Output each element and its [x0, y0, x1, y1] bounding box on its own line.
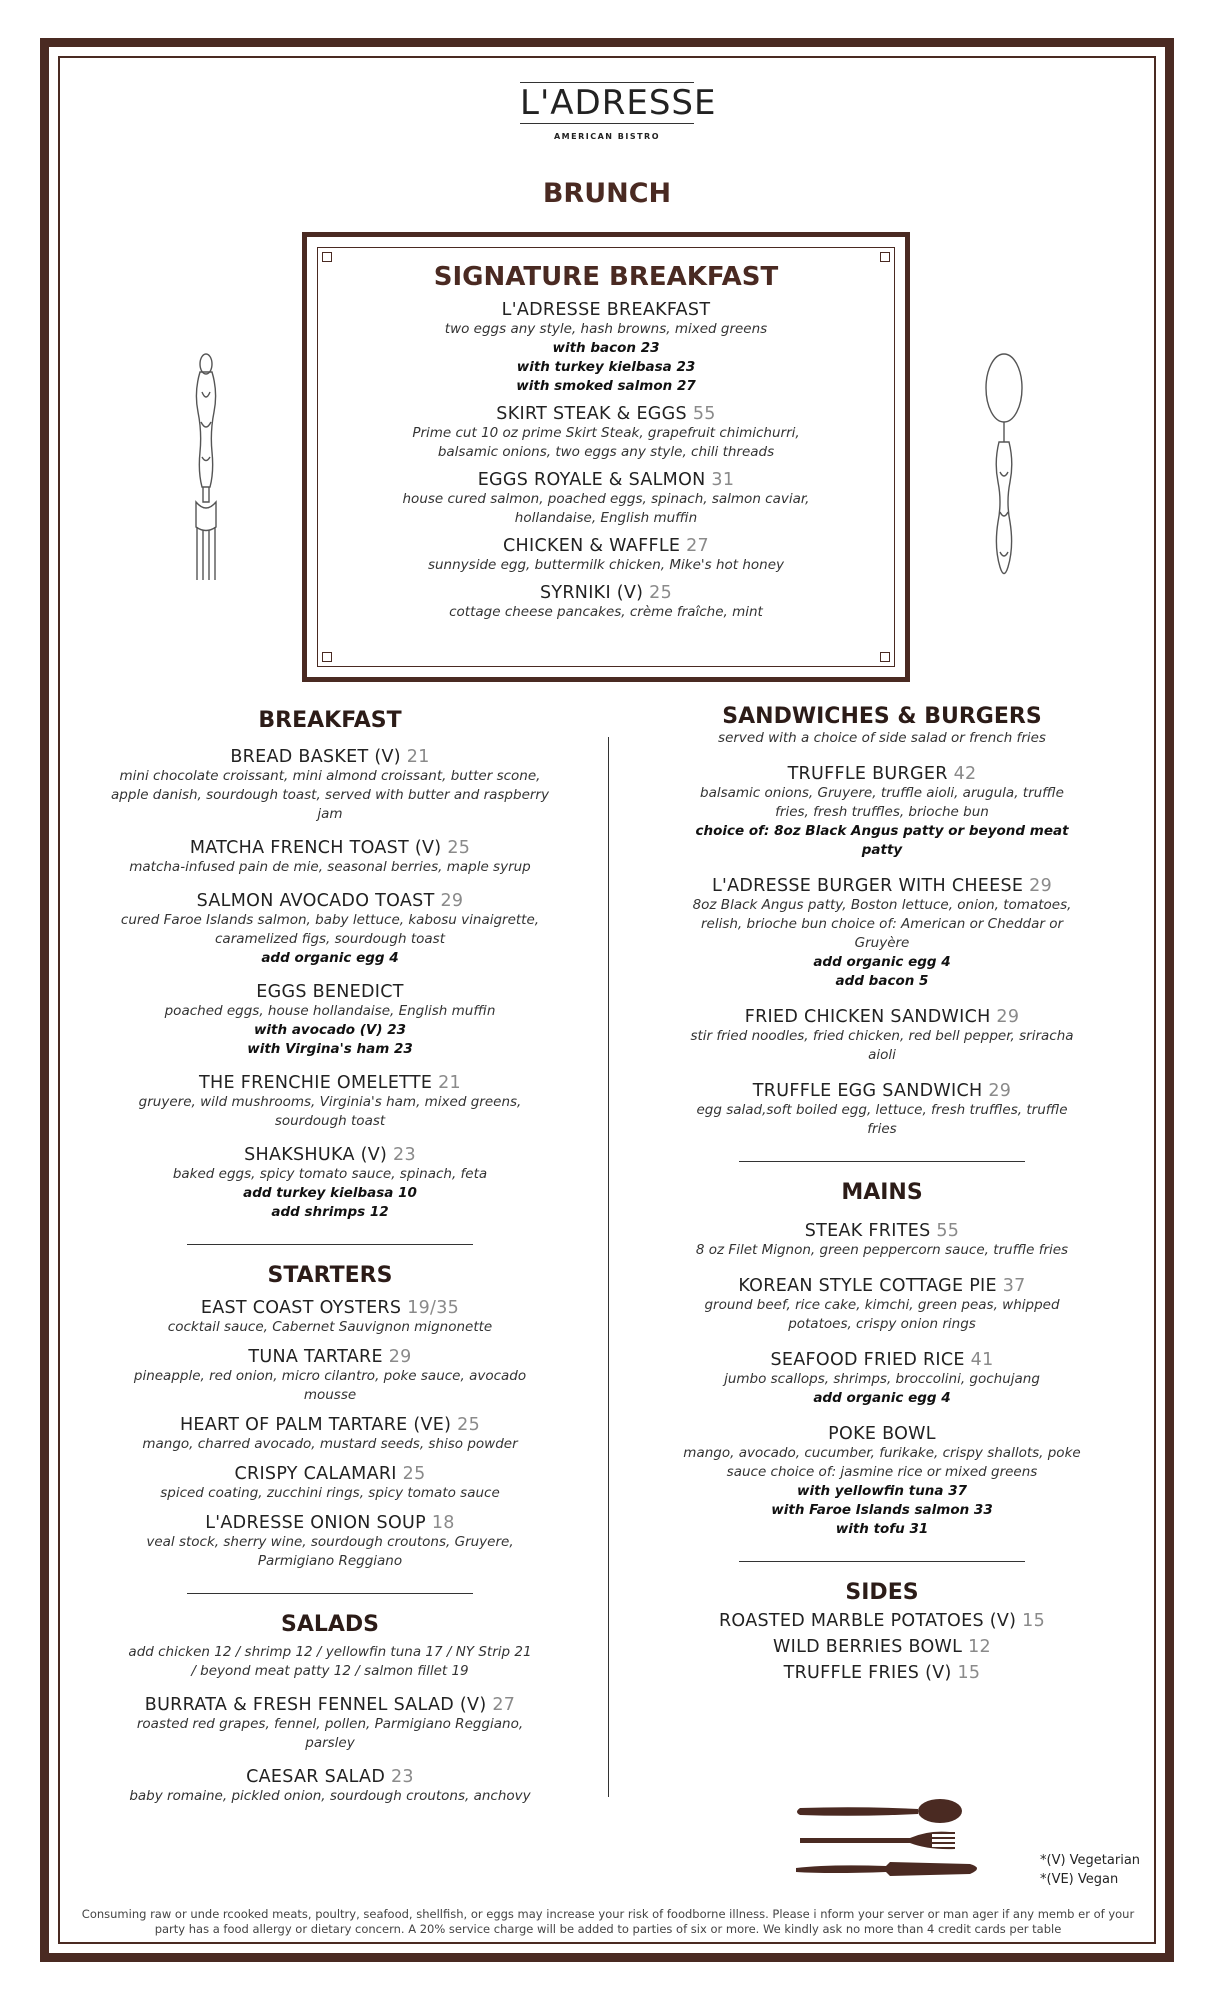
item-description: 8 oz Filet Mignon, green peppercorn sauce, truffle fries — [695, 1242, 1069, 1258]
item-name — [682, 1350, 1082, 1370]
menu-item — [396, 470, 816, 528]
item-name — [682, 1081, 1082, 1101]
item-name — [110, 891, 550, 911]
menu-item — [396, 300, 816, 396]
corner-ornament — [880, 252, 890, 262]
item-price: 29 — [988, 1081, 1012, 1101]
item-addon: with smoked salmon 27 — [516, 378, 696, 394]
item-description: pineapple, red onion, micro cilantro, poke sauce, avocado mousse — [133, 1368, 527, 1403]
item-description: matcha-infused pain de mie, seasonal berries, maple syrup — [129, 859, 531, 875]
item-description: 8oz Black Angus patty, Boston lettuce, onion, tomatoes, relish, brioche bun choice of: American or Cheddar or Gruyère — [692, 897, 1072, 951]
item-description: sunnyside egg, buttermilk chicken, Mike's hot honey — [427, 557, 785, 573]
item-addon: add bacon 5 — [835, 973, 929, 989]
item-price: 23 — [390, 1767, 414, 1787]
item-price: 19/35 — [407, 1298, 460, 1318]
item-title: BURRATA & FRESH FENNEL SALAD (V) — [144, 1695, 487, 1715]
item-title: CAESAR SALAD — [246, 1767, 386, 1787]
mains-items — [662, 1221, 1102, 1539]
menu-item — [396, 536, 816, 575]
item-price: 15 — [957, 1663, 981, 1683]
item-title: STEAK FRITES — [804, 1221, 931, 1241]
item-title: HEART OF PALM TARTARE (VE) — [179, 1415, 452, 1435]
item-price: 27 — [686, 536, 709, 556]
item-price: 21 — [406, 747, 430, 767]
item-price: 31 — [711, 470, 735, 490]
item-addon: with bacon 23 — [552, 340, 660, 356]
item-price: 15 — [1022, 1611, 1046, 1631]
item-price: 29 — [996, 1007, 1020, 1027]
starters-items — [110, 1298, 550, 1571]
item-name — [110, 1347, 550, 1367]
item-price: 27 — [492, 1695, 516, 1715]
menu-item — [110, 838, 550, 877]
item-description: jumbo scallops, shrimps, broccolini, gochujang — [724, 1371, 1040, 1387]
item-name — [110, 1513, 550, 1533]
item-price: 21 — [438, 1073, 461, 1093]
item-addon: choice of: 8oz Black Angus patty or beyond meat patty — [695, 823, 1069, 858]
item-description: veal stock, sherry wine, sourdough croutons, Gruyere, Parmigiano Reggiano — [146, 1534, 514, 1569]
item-price: 25 — [649, 583, 673, 603]
item-description: two eggs any style, hash browns, mixed greens — [444, 321, 768, 337]
legend-vegetarian: *(V) Vegetarian — [1040, 1853, 1141, 1868]
brand-tagline: AMERICAN BISTRO — [553, 132, 661, 141]
corner-ornament — [880, 652, 890, 662]
fork-icon — [186, 352, 226, 584]
column-divider — [608, 737, 609, 1797]
item-title: TRUFFLE FRIES (V) — [783, 1663, 952, 1683]
item-name — [110, 1767, 550, 1787]
item-description: ground beef, rice cake, kimchi, green peas, whipped potatoes, crispy onion rings — [704, 1297, 1060, 1332]
item-title: ROASTED MARBLE POTATOES (V) — [718, 1611, 1017, 1631]
menu-item — [682, 1424, 1082, 1539]
section-divider — [187, 1593, 473, 1594]
menu-item — [110, 1298, 550, 1337]
item-price: 41 — [970, 1350, 994, 1370]
item-description: mango, avocado, cucumber, furikake, crispy shallots, poke sauce choice of: jasmine rice or mixed greens — [683, 1445, 1081, 1480]
menu-item — [110, 1695, 550, 1753]
page-title: BRUNCH — [542, 178, 672, 209]
item-title: POKE BOWL — [828, 1424, 936, 1444]
item-title: CHICKEN & WAFFLE — [503, 536, 681, 556]
section-title-signature: SIGNATURE BREAKFAST — [433, 262, 779, 292]
item-price: 37 — [1002, 1276, 1026, 1296]
item-description: Prime cut 10 oz prime Skirt Steak, grapefruit chimichurri, balsamic onions, two eggs any style, chili threads — [412, 425, 800, 460]
item-description: mini chocolate croissant, mini almond croissant, butter scone, apple danish, sourdough toast, served with butter and raspberry jam — [111, 768, 549, 822]
signature-items — [302, 300, 910, 622]
menu-item — [110, 1415, 550, 1454]
item-title: L'ADRESSE ONION SOUP — [205, 1513, 426, 1533]
section-title-breakfast: BREAKFAST — [258, 708, 402, 733]
sandwiches-note: served with a choice of side salad or french fries — [718, 730, 1046, 746]
item-price: 23 — [393, 1145, 416, 1165]
item-price: 29 — [440, 891, 464, 911]
menu-item — [682, 1007, 1082, 1065]
item-name — [396, 300, 816, 320]
menu-item — [396, 583, 816, 622]
item-name — [662, 1663, 1102, 1683]
item-name — [662, 1637, 1102, 1657]
item-name — [110, 1464, 550, 1484]
item-title: SALMON AVOCADO TOAST — [196, 891, 435, 911]
sides-items — [662, 1611, 1102, 1683]
section-divider — [739, 1561, 1025, 1562]
item-name — [682, 1007, 1082, 1027]
item-description: cocktail sauce, Cabernet Sauvignon mignonette — [167, 1319, 493, 1335]
item-price: 55 — [936, 1221, 960, 1241]
item-description: cured Faroe Islands salmon, baby lettuce, kabosu vinaigrette, caramelized figs, sourdough toast — [120, 912, 540, 947]
item-title: EGGS BENEDICT — [256, 982, 404, 1002]
item-name — [682, 1221, 1082, 1241]
item-title: WILD BERRIES BOWL — [773, 1637, 963, 1657]
menu-item — [682, 1276, 1082, 1334]
menu-item — [682, 1221, 1082, 1260]
footer-disclaimer: Consuming raw or unde rcooked meats, poultry, seafood, shellfish, or eggs may increase your risk of foodborne illness. Please i nform your server or man ager if any memb er of your party has a food allergy or dietary concern. A 20% service charge will be added to parties of six or more. We kindly ask no more than 4 credit cards per table — [81, 1907, 1135, 1936]
item-name — [682, 876, 1082, 896]
menu-item — [110, 982, 550, 1059]
item-price: 25 — [447, 838, 471, 858]
item-price: 18 — [431, 1513, 455, 1533]
item-name — [110, 838, 550, 858]
item-title: TRUFFLE BURGER — [787, 764, 948, 784]
item-title: TUNA TARTARE — [248, 1347, 383, 1367]
menu-item — [662, 1611, 1102, 1631]
item-name — [396, 583, 816, 603]
menu-item — [110, 1145, 550, 1222]
item-price: 42 — [953, 764, 977, 784]
salads-items — [110, 1695, 550, 1806]
item-name — [682, 1424, 1082, 1444]
item-addon: add organic egg 4 — [813, 954, 951, 970]
item-name — [396, 404, 816, 424]
item-description: baby romaine, pickled onion, sourdough croutons, anchovy — [129, 1788, 531, 1804]
item-name — [396, 536, 816, 556]
brand-logo — [520, 82, 717, 141]
left-column — [110, 708, 550, 1806]
section-title-sandwiches: SANDWICHES & BURGERS — [722, 704, 1042, 729]
item-addon: with tofu 31 — [835, 1521, 929, 1537]
section-title-starters: STARTERS — [267, 1263, 393, 1288]
section-title-sides: SIDES — [845, 1580, 919, 1605]
item-name — [110, 1415, 550, 1435]
item-addon: with turkey kielbasa 23 — [516, 359, 696, 375]
item-name — [396, 470, 816, 490]
item-title: KOREAN STYLE COTTAGE PIE — [738, 1276, 997, 1296]
menu-item — [110, 1347, 550, 1405]
item-title: L'ADRESSE BURGER WITH CHEESE — [711, 876, 1024, 896]
item-name — [682, 764, 1082, 784]
item-name — [110, 1145, 550, 1165]
section-title-salads: SALADS — [280, 1612, 380, 1637]
item-price: 25 — [457, 1415, 481, 1435]
item-title: SYRNIKI (V) — [539, 583, 644, 603]
section-divider — [739, 1161, 1025, 1162]
item-addon: with avocado (V) 23 — [253, 1022, 407, 1038]
spoon-icon — [980, 352, 1028, 584]
item-name — [110, 1073, 550, 1093]
menu-item — [396, 404, 816, 462]
item-price: 29 — [1029, 876, 1053, 896]
item-description: gruyere, wild mushrooms, Virginia's ham, mixed greens, sourdough toast — [138, 1094, 522, 1129]
item-description: house cured salmon, poached eggs, spinach, salmon caviar, hollandaise, English muffin — [402, 491, 810, 526]
item-title: CRISPY CALAMARI — [234, 1464, 397, 1484]
item-price: 25 — [402, 1464, 426, 1484]
menu-item — [682, 764, 1082, 860]
right-column — [662, 704, 1102, 1683]
menu-item — [110, 891, 550, 968]
corner-ornament — [322, 252, 332, 262]
item-addon: add organic egg 4 — [813, 1390, 951, 1406]
brand-name: L'ADRESSE — [520, 83, 717, 123]
item-title: TRUFFLE EGG SANDWICH — [752, 1081, 983, 1101]
item-name — [110, 982, 550, 1002]
menu-item — [662, 1637, 1102, 1657]
item-description: poached eggs, house hollandaise, English muffin — [164, 1003, 496, 1019]
dietary-legend — [1040, 1851, 1140, 1889]
item-description: stir fried noodles, fried chicken, red bell pepper, sriracha aioli — [690, 1028, 1074, 1063]
menu-item — [110, 1767, 550, 1806]
item-title: MATCHA FRENCH TOAST (V) — [189, 838, 442, 858]
item-title: THE FRENCHIE OMELETTE — [199, 1073, 433, 1093]
item-title: SKIRT STEAK & EGGS — [496, 404, 687, 424]
item-description: baked eggs, spicy tomato sauce, spinach, feta — [172, 1166, 488, 1182]
item-title: SHAKSHUKA (V) — [244, 1145, 388, 1165]
corner-ornament — [322, 652, 332, 662]
item-name — [662, 1611, 1102, 1631]
item-title: FRIED CHICKEN SANDWICH — [744, 1007, 991, 1027]
item-description: cottage cheese pancakes, crème fraîche, mint — [449, 604, 763, 620]
item-title: EAST COAST OYSTERS — [200, 1298, 402, 1318]
item-name — [110, 747, 550, 767]
item-title: BREAD BASKET (V) — [230, 747, 401, 767]
logo-rule-bottom — [520, 123, 694, 124]
section-title-mains: MAINS — [841, 1180, 923, 1205]
signature-section — [302, 262, 910, 622]
item-description: roasted red grapes, fennel, pollen, Parmigiano Reggiano, parsley — [136, 1716, 524, 1751]
item-price: 29 — [388, 1347, 412, 1367]
item-addon: add turkey kielbasa 10 — [243, 1185, 417, 1201]
item-description: balsamic onions, Gruyere, truffle aioli, arugula, truffle fries, fresh truffles, brioche bun — [700, 785, 1064, 820]
item-price: 12 — [968, 1637, 991, 1657]
item-addon: with yellowfin tuna 37 — [796, 1483, 968, 1499]
menu-item — [682, 1350, 1082, 1408]
salads-note: add chicken 12 / shrimp 12 / yellowfin tuna 17 / NY Strip 21 / beyond meat patty 12 / salmon fillet 19 — [128, 1644, 532, 1679]
menu-item — [110, 1073, 550, 1131]
item-addon: add shrimps 12 — [271, 1204, 389, 1220]
menu-item — [110, 1513, 550, 1571]
item-addon: with Faroe Islands salmon 33 — [771, 1502, 993, 1518]
legend-vegan: *(VE) Vegan — [1040, 1872, 1119, 1887]
item-description: egg salad,soft boiled egg, lettuce, fresh truffles, truffle fries — [696, 1102, 1068, 1137]
item-description: spiced coating, zucchini rings, spicy tomato sauce — [160, 1485, 500, 1501]
item-title: L'ADRESSE BREAKFAST — [501, 300, 711, 320]
menu-item — [110, 1464, 550, 1503]
sandwiches-items — [662, 764, 1102, 1139]
item-price: 55 — [692, 404, 716, 424]
breakfast-items — [110, 747, 550, 1222]
item-name — [110, 1298, 550, 1318]
item-name — [682, 1276, 1082, 1296]
menu-item — [110, 747, 550, 824]
menu-item — [682, 1081, 1082, 1139]
item-addon: with Virgina's ham 23 — [247, 1041, 413, 1057]
item-addon: add organic egg 4 — [261, 950, 399, 966]
item-title: SEAFOOD FRIED RICE — [770, 1350, 965, 1370]
item-title: EGGS ROYALE & SALMON — [477, 470, 706, 490]
cutlery-icon — [790, 1796, 990, 1888]
menu-item — [662, 1663, 1102, 1683]
section-divider — [187, 1244, 473, 1245]
item-description: mango, charred avocado, mustard seeds, shiso powder — [142, 1436, 518, 1452]
item-name — [110, 1695, 550, 1715]
menu-item — [682, 876, 1082, 991]
